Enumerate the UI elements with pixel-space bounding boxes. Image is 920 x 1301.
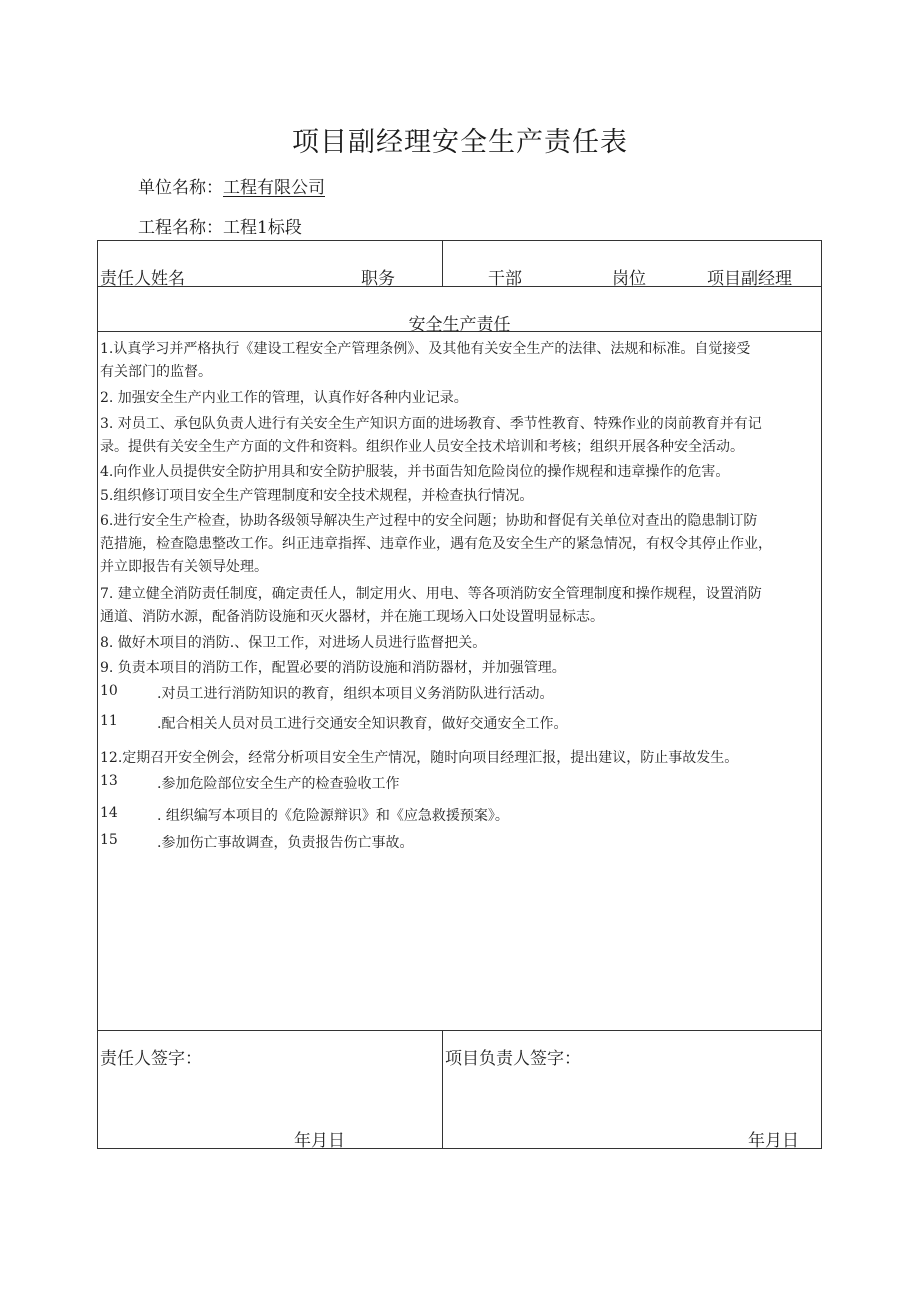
duty-item-1-line-1: 1.认真学习并严格执行《建设工程安全产管理条例》、及其他有关安全生产的法律、法规和标准。自觉接受 bbox=[100, 341, 751, 357]
manager-signature-label: 项目负责人签字： bbox=[445, 1049, 581, 1069]
duty-item-8: 8. 做好木项目的消防.、保卫工作，对进场人员进行监督把关。 bbox=[100, 635, 487, 651]
position-label: 职务 bbox=[361, 269, 395, 289]
project-name-label: 工程名称： bbox=[138, 218, 223, 238]
duty-item-12: 12.定期召开安全例会，经常分析项目安全生产情况，随时向项目经理汇报，提出建议，防止事故发生。 bbox=[100, 750, 739, 766]
duty-item-7-line-1: 7. 建立健全消防责任制度，确定责任人，制定用火、用电、等各项消防安全管理制度和操作规程，设置消防 bbox=[100, 586, 762, 602]
duty-item-6-line-3: 并立即报告有关领导处理。 bbox=[100, 559, 268, 575]
project-name-value: 工程1标段 bbox=[223, 218, 302, 238]
manager-signature-date: 年月日 bbox=[748, 1131, 799, 1151]
signature-row bbox=[98, 1030, 821, 1151]
position-value: 干部 bbox=[488, 269, 522, 289]
duty-item-5: 5.组织修订项目安全生产管理制度和安全技术规程，并检查执行情况。 bbox=[100, 488, 534, 504]
signature-divider bbox=[442, 1031, 443, 1149]
duty-item-6-line-2: 范措施，检查隐患整改工作。纠正违章指挥、违章作业，遇有危及安全生产的紧急情况，有权令其停止作业， bbox=[100, 536, 772, 552]
duty-item-9: 9. 负责本项目的消防工作，配置必要的消防设施和消防器材，并加强管理。 bbox=[100, 660, 566, 676]
section-row bbox=[98, 287, 821, 335]
duty-text: .参加危险部位安全生产的检查验收工作 bbox=[157, 776, 400, 792]
post-label: 岗位 bbox=[612, 269, 646, 289]
duty-item-7-line-2: 通道、消防水源，配备消防设施和灭火器材，并在施工现场入口处设置明显标志。 bbox=[100, 609, 604, 625]
duty-item-3-line-1: 3. 对员工、承包队负责人进行有关安全生产知识方面的进场教育、季节性教育、特殊作业的岗前教育并有记 bbox=[100, 416, 762, 432]
header-divider bbox=[442, 241, 443, 287]
duty-item-4: 4.向作业人员提供安全防护用具和安全防护服装，并书面告知危险岗位的操作规程和违章操作的危害。 bbox=[100, 464, 730, 480]
project-name-line bbox=[138, 213, 302, 238]
duty-item-6-line-1: 6.进行安全生产检查，协助各级领导解决生产过程中的安全问题；协助和督促有关单位对查出的隐患制订防 bbox=[100, 513, 758, 529]
header-row bbox=[98, 241, 821, 287]
duty-text: .参加伤亡事故调查，负责报告伤亡事故。 bbox=[157, 835, 414, 851]
duty-number: 11 bbox=[100, 713, 118, 729]
responsible-signature-label: 责任人签字： bbox=[100, 1049, 202, 1069]
unit-name-label: 单位名称： bbox=[138, 178, 223, 198]
unit-name-line bbox=[138, 173, 325, 198]
duties-list bbox=[100, 333, 819, 1029]
duty-text: .配合相关人员对员工进行交通安全知识教育，做好交通安全工作。 bbox=[157, 716, 568, 732]
section-title: 安全生产责任 bbox=[408, 315, 511, 335]
duty-item-1-line-2: 有关部门的监督。 bbox=[100, 364, 212, 380]
responsibility-table bbox=[97, 240, 822, 1149]
duty-text: .对员工进行消防知识的教育，组织本项目义务消防队进行活动。 bbox=[157, 686, 554, 702]
duty-number: 10 bbox=[100, 683, 118, 699]
duty-item-2: 2. 加强安全生产内业工作的管理，认真作好各种内业记录。 bbox=[100, 390, 468, 406]
unit-name-value: 工程有限公司 bbox=[223, 178, 325, 198]
post-value: 项目副经理 bbox=[707, 269, 792, 289]
duty-text: . 组织编写本项目的《危险源辩识》和《应急救援预案》。 bbox=[157, 808, 509, 824]
duty-item-3-line-2: 录。提供有关安全生产方面的文件和资料。组织作业人员安全技术培训和考核；组织开展各种安全活动。 bbox=[100, 439, 744, 455]
duty-number: 15 bbox=[100, 832, 118, 848]
duty-number: 13 bbox=[100, 773, 118, 789]
responsible-signature-date: 年月日 bbox=[294, 1131, 345, 1151]
responsible-name-label: 责任人姓名 bbox=[100, 269, 185, 289]
document-title: 项目副经理安全生产责任表 bbox=[292, 127, 628, 158]
duty-number: 14 bbox=[100, 805, 118, 821]
